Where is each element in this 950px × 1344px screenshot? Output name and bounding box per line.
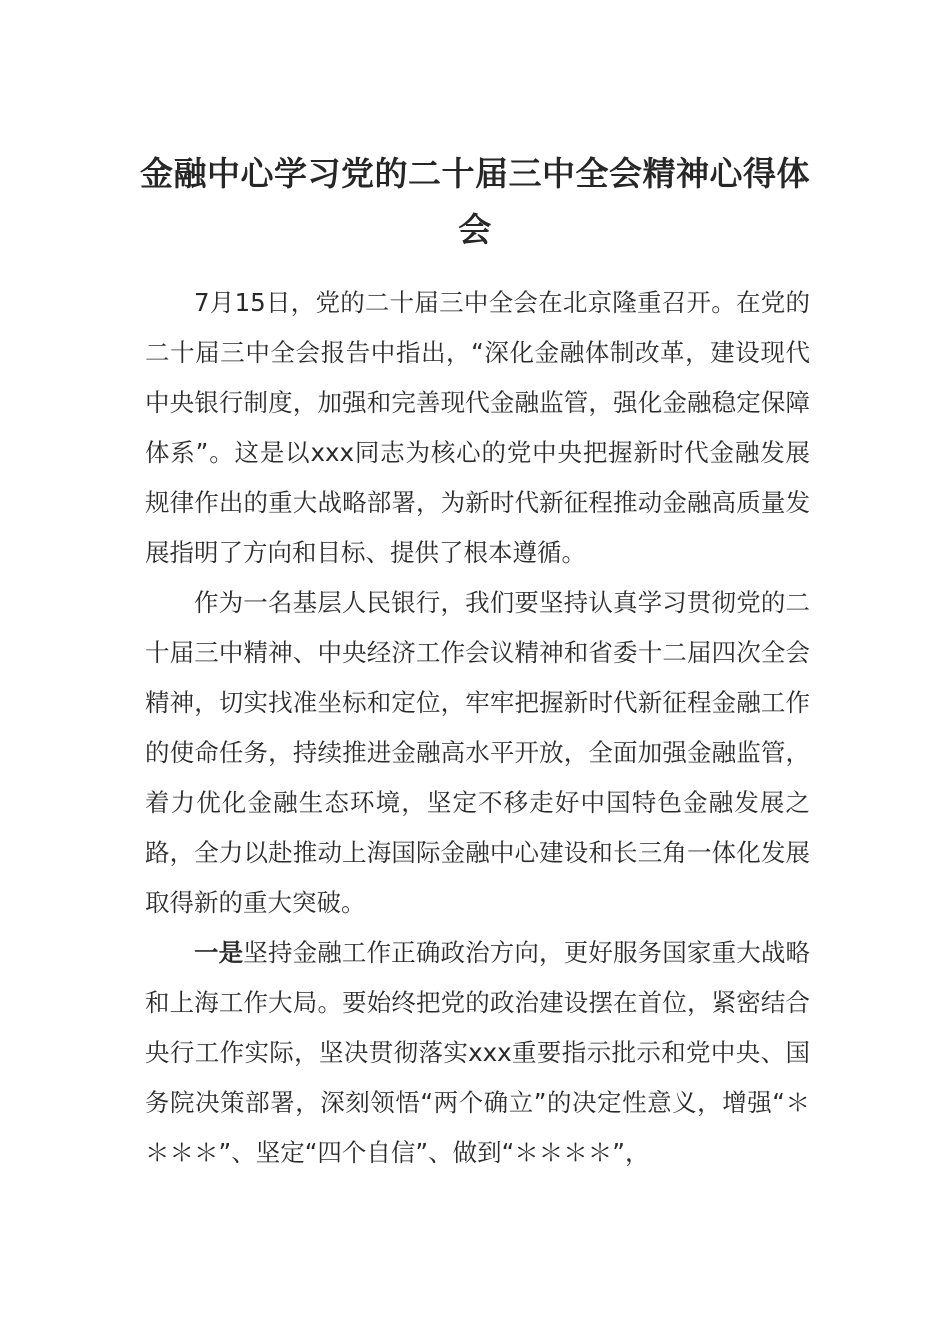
paragraph-role-text: 作为一名基层人民银行，我们要坚持认真学习贯彻党的二十届三中精神、中央经济工作会议精神和省委十二届四次全会精神，切实找准坐标和定位，牢牢把握新时代新征程金融工作的使命任务，持续推进金融高水平开放，全面加强金融监管，着力优化金融生态环境，坚定不移走好中国特色金融发展之路，全力以赴推动上海国际金融中心建设和长三角一体化发展取得新的重大突破。 (145, 588, 810, 917)
document-title: 金融中心学习党的二十届三中全会精神心得体会 (140, 154, 810, 249)
paragraph-point-one (145, 928, 810, 1178)
paragraph-point-one-lead: 一是 (194, 938, 244, 967)
paragraph-intro-text: 7月15日，党的二十届三中全会在北京隆重召开。在党的二十届三中全会报告中指出，“深化金融体制改革，建设现代中央银行制度，加强和完善现代金融监管，强化金融稳定保障体系”。这是以xxx同志为核心的党中央把握新时代金融发展规律作出的重大战略部署，为新时代新征程推动金融高质量发展指明了方向和目标、提供了根本遵循。 (145, 288, 810, 567)
document-body (145, 278, 810, 1178)
paragraph-intro (145, 278, 810, 578)
paragraph-role (145, 578, 810, 928)
paragraph-point-one-text: 坚持金融工作正确政治方向，更好服务国家重大战略和上海工作大局。要始终把党的政治建设摆在首位，紧密结合央行工作实际，坚决贯彻落实xxx重要指示批示和党中央、国务院决策部署，深刻领悟“两个确立”的决定性意义，增强“＊＊＊＊”、坚定“四个自信”、做到“＊＊＊＊”， (145, 938, 811, 1167)
